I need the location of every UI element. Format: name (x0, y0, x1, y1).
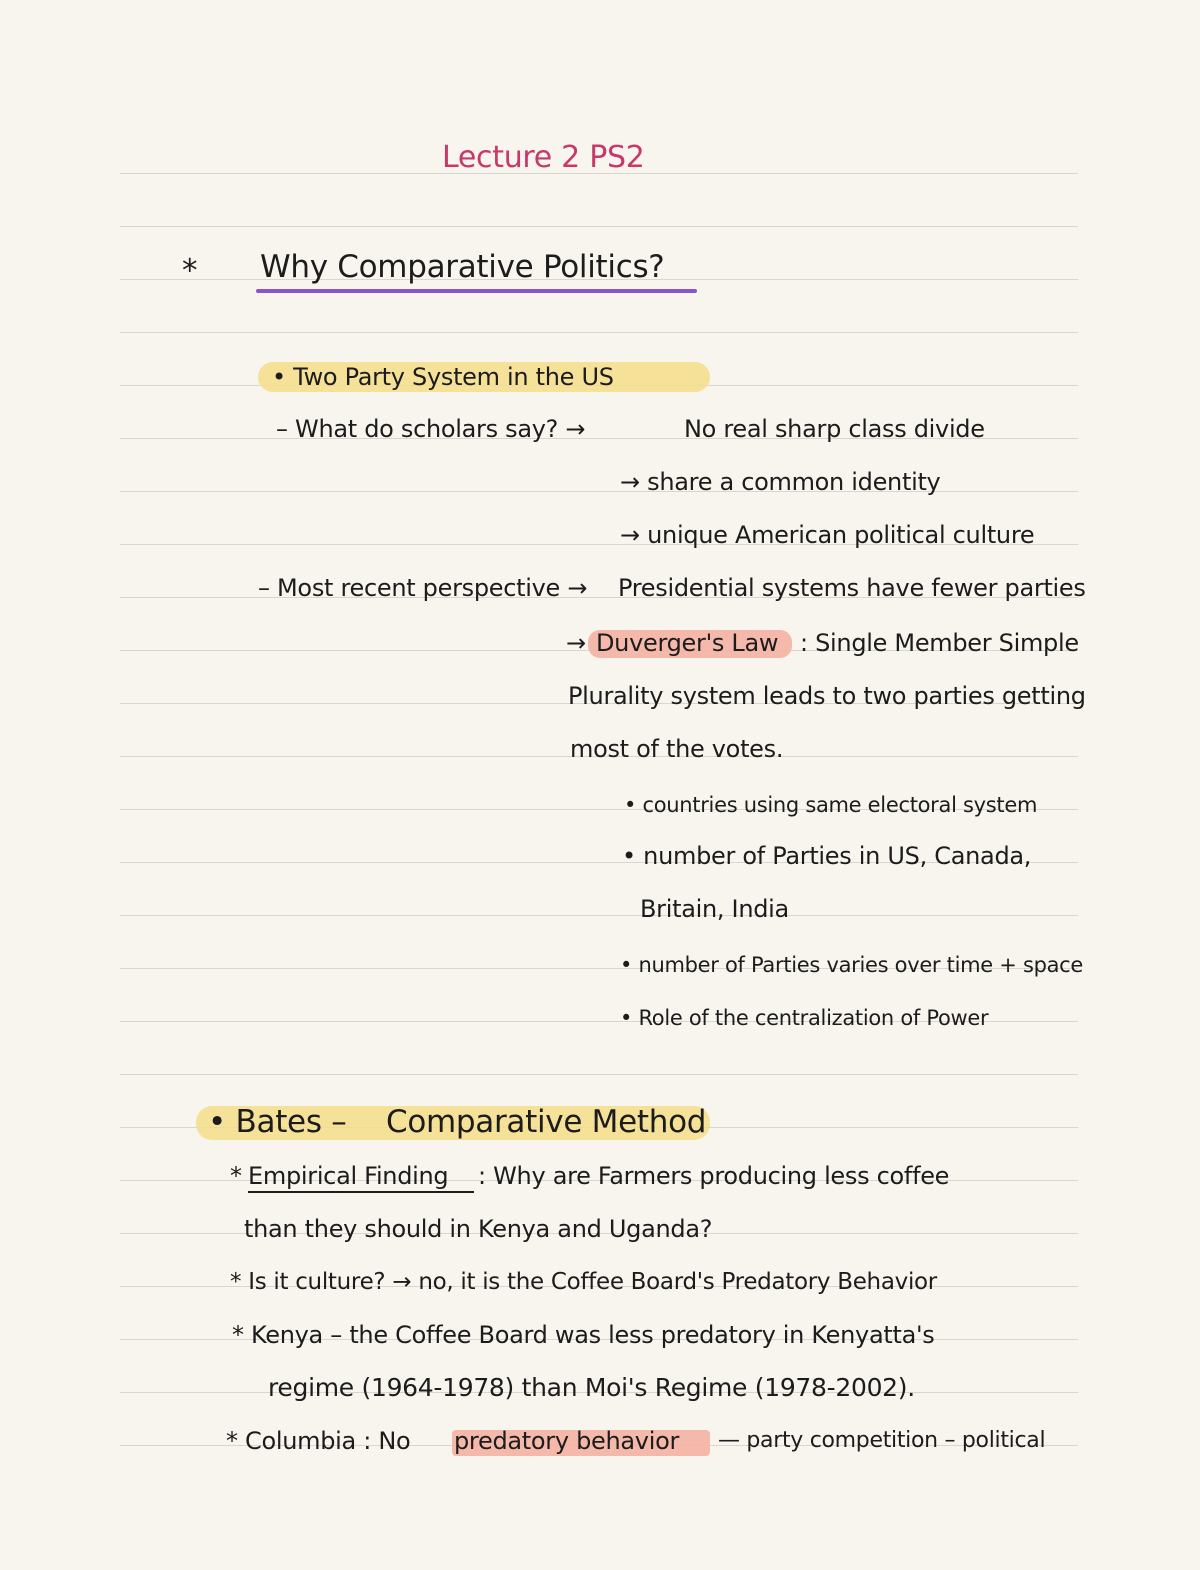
heading-star: * (182, 253, 198, 289)
duverger-desc-3: most of the votes. (570, 735, 784, 763)
duverger-desc-2: Plurality system leads to two parties getting (568, 682, 1086, 710)
scholars-answer-3: → unique American political culture (620, 521, 1035, 549)
comparative-method: Comparative Method (386, 1104, 707, 1140)
finding-star: * (230, 1162, 242, 1190)
sub-point-1: • countries using same electoral system (624, 793, 1038, 817)
duverger-arrow: → (566, 629, 586, 657)
ruled-line (120, 332, 1078, 333)
scholars-answer-1: No real sharp class divide (684, 415, 985, 443)
columbia-label: * Columbia : No (226, 1427, 411, 1455)
finding-underline (248, 1191, 474, 1193)
columbia-highlight: predatory behavior (454, 1427, 680, 1455)
ruled-line (120, 226, 1078, 227)
empirical-finding: Empirical Finding (248, 1162, 449, 1190)
sub-point-2a: • number of Parties in US, Canada, (622, 842, 1032, 870)
bullet-two-party: • Two Party System in the US (272, 363, 614, 391)
page-title: Lecture 2 PS2 (442, 140, 645, 175)
sub-point-3: • number of Parties varies over time + space (620, 953, 1084, 977)
duverger-desc-1: : Single Member Simple (800, 629, 1079, 657)
sub-point-2b: Britain, India (640, 895, 789, 923)
finding-text-1: : Why are Farmers producing less coffee (478, 1162, 950, 1190)
kenya-point-1: * Kenya – the Coffee Board was less predatory in Kenyatta's (232, 1321, 935, 1349)
columbia-rest: — party competition – political (718, 1428, 1046, 1453)
heading-underline (256, 289, 697, 293)
ruled-line (120, 1074, 1078, 1075)
scholars-question: – What do scholars say? → (276, 415, 586, 443)
recent-perspective: – Most recent perspective → (258, 574, 588, 602)
bullet-bates: • Bates – (208, 1104, 347, 1140)
duverger-law: Duverger's Law (596, 629, 779, 657)
kenya-point-2: regime (1964-1978) than Moi's Regime (1978-2002). (268, 1373, 915, 1402)
recent-answer: Presidential systems have fewer parties (618, 574, 1086, 602)
scholars-answer-2: → share a common identity (620, 468, 941, 496)
sub-point-4: • Role of the centralization of Power (620, 1006, 989, 1030)
ruled-line (120, 915, 1078, 916)
finding-text-2: than they should in Kenya and Uganda? (244, 1215, 713, 1243)
culture-point: * Is it culture? → no, it is the Coffee Board's Predatory Behavior (230, 1269, 937, 1295)
section-heading: Why Comparative Politics? (260, 249, 665, 285)
